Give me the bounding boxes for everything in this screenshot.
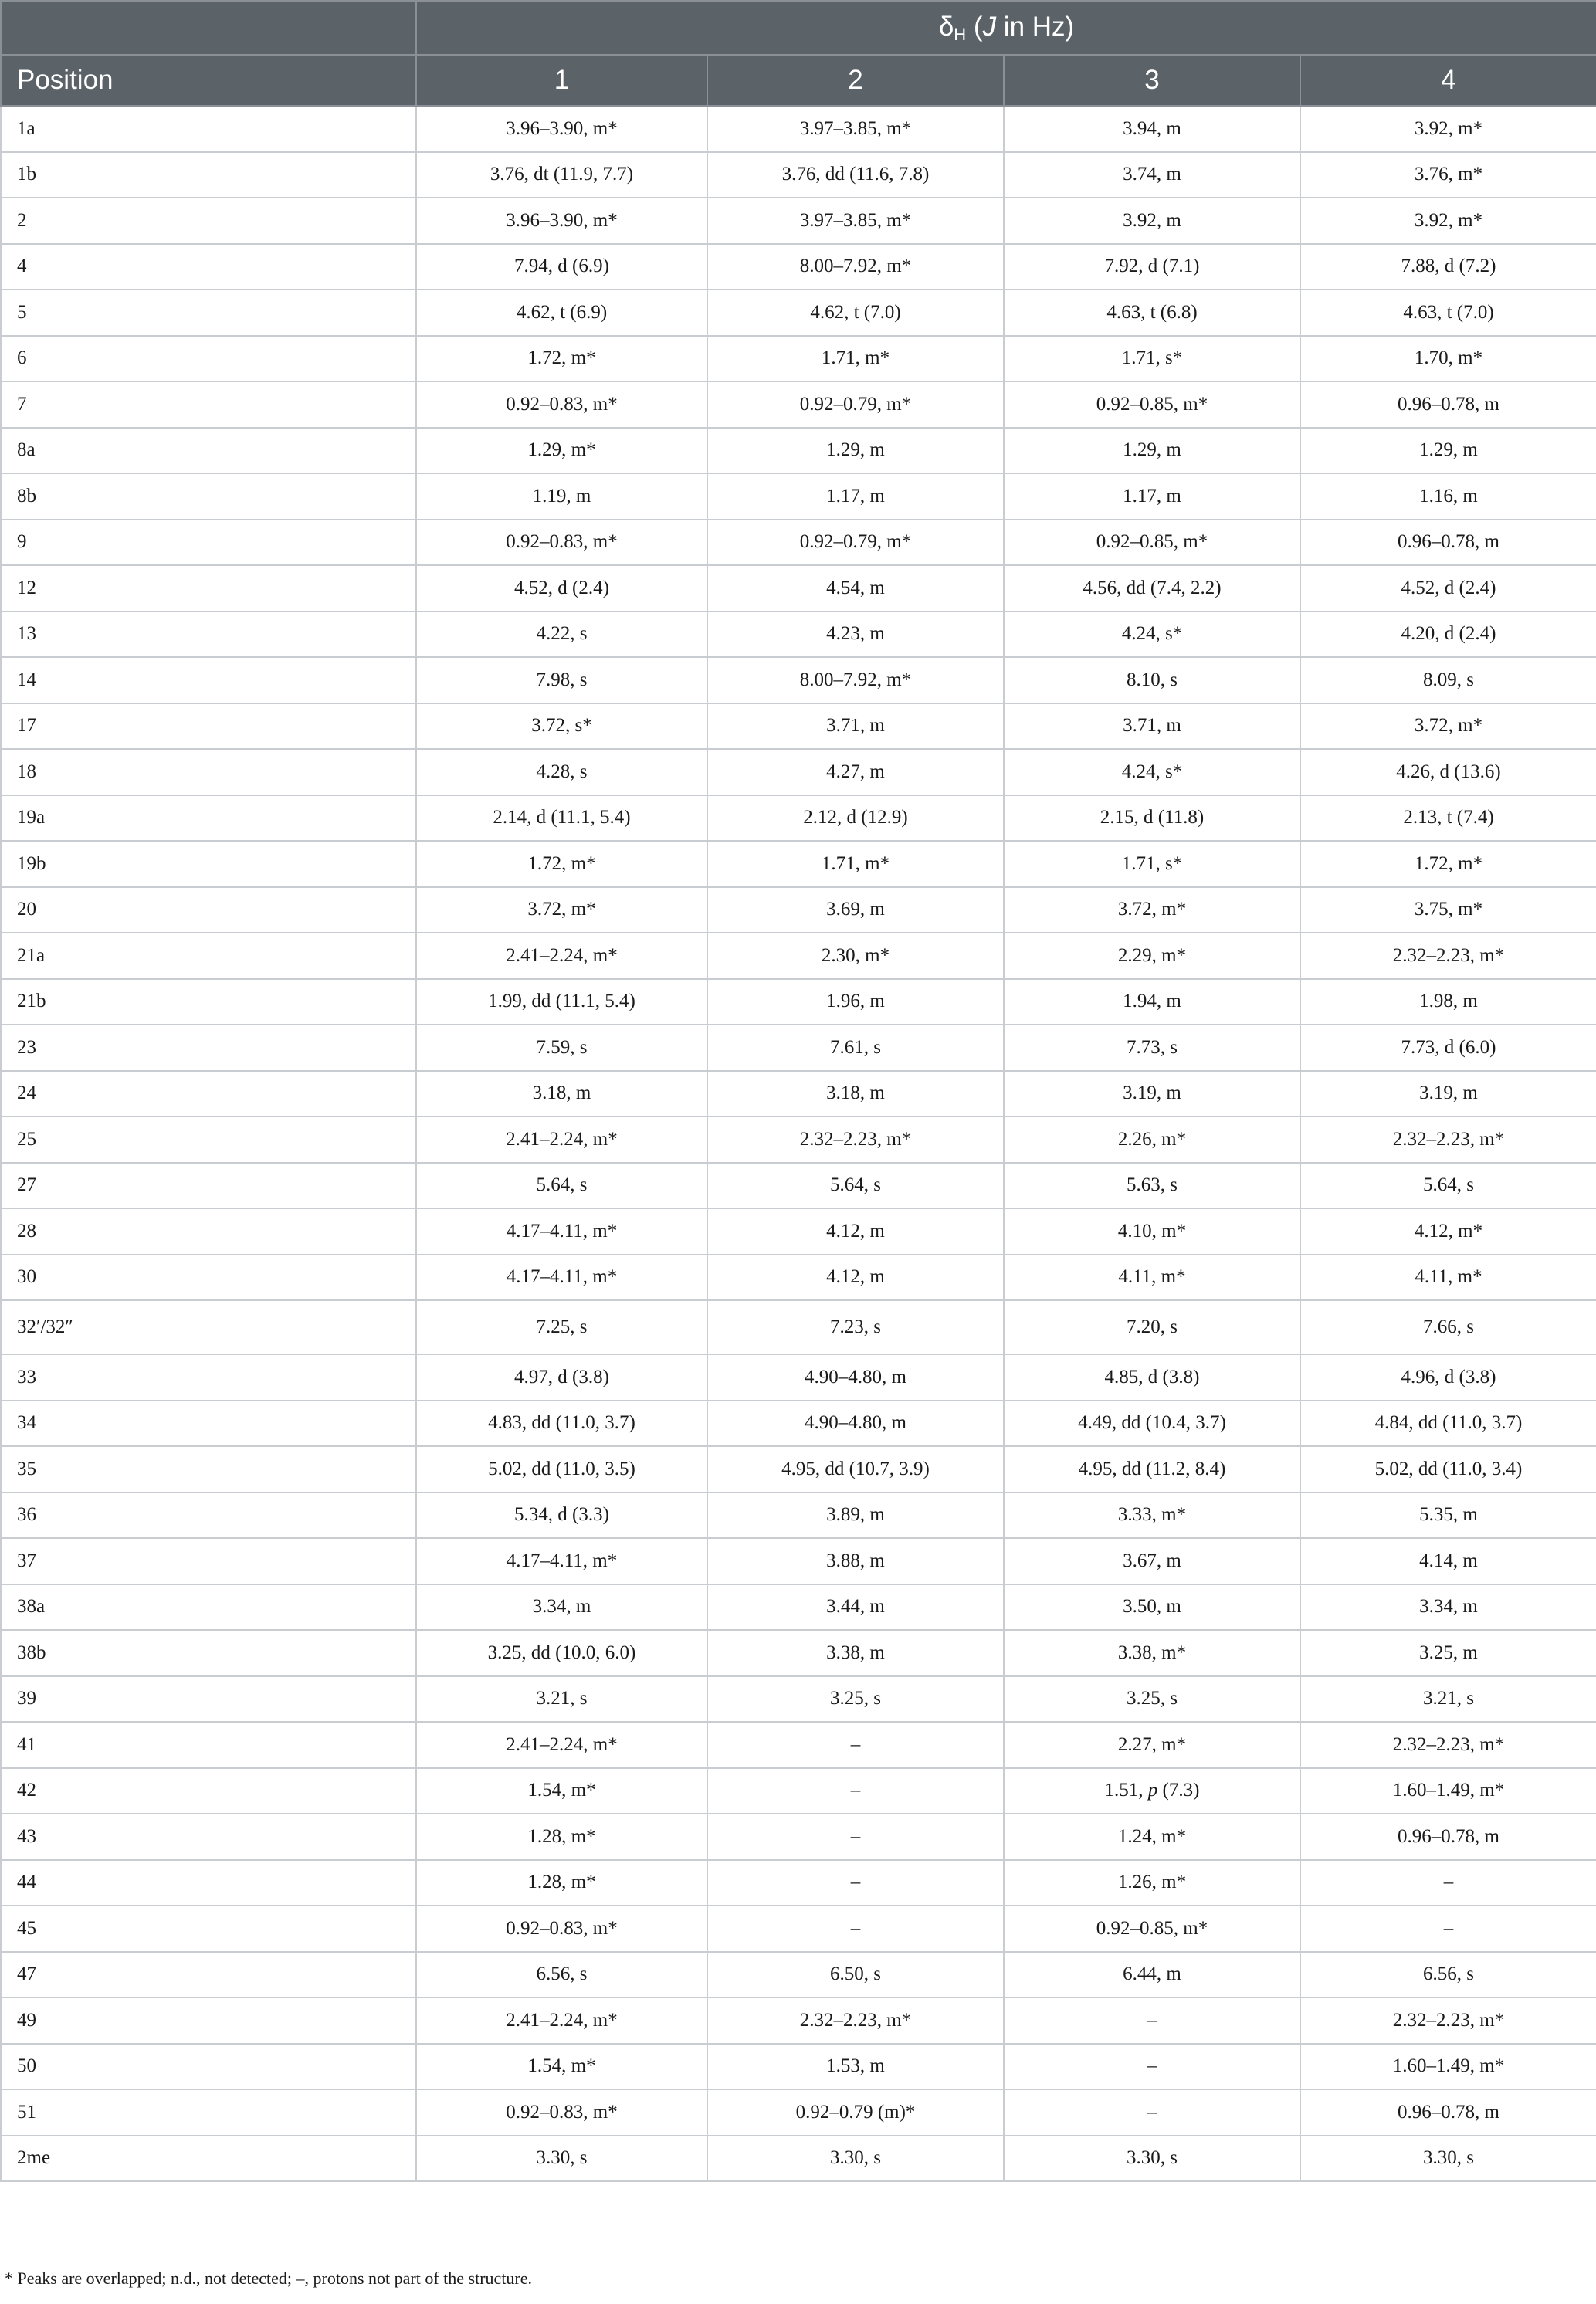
shift-cell: 7.98, s	[416, 657, 707, 703]
position-cell: 43	[1, 1814, 416, 1860]
position-cell: 51	[1, 2089, 416, 2136]
position-cell: 38b	[1, 1630, 416, 1676]
position-cell: 36	[1, 1493, 416, 1539]
shift-cell: 6.56, s	[416, 1952, 707, 1998]
position-cell: 1b	[1, 152, 416, 198]
shift-cell: 1.99, dd (11.1, 5.4)	[416, 979, 707, 1025]
shift-cell: 7.73, s	[1004, 1025, 1300, 1071]
shift-cell: 7.25, s	[416, 1300, 707, 1354]
shift-cell: –	[1300, 1860, 1596, 1906]
shift-cell: –	[707, 1860, 1004, 1906]
shift-cell: 4.26, d (13.6)	[1300, 749, 1596, 795]
shift-cell: 4.27, m	[707, 749, 1004, 795]
table-row	[1, 2044, 1596, 2090]
table-row	[1, 841, 1596, 887]
shift-cell: 3.88, m	[707, 1538, 1004, 1584]
compound-header: 4	[1300, 55, 1596, 106]
position-cell: 47	[1, 1952, 416, 1998]
position-cell: 37	[1, 1538, 416, 1584]
shift-cell: 6.56, s	[1300, 1952, 1596, 1998]
shift-cell: 3.72, m*	[1300, 703, 1596, 750]
shift-cell: 4.56, dd (7.4, 2.2)	[1004, 565, 1300, 612]
position-cell: 19a	[1, 795, 416, 842]
position-cell: 21a	[1, 933, 416, 979]
table-row	[1, 1676, 1596, 1723]
shift-cell: –	[707, 1906, 1004, 1952]
table-row	[1, 1071, 1596, 1117]
position-cell: 34	[1, 1401, 416, 1447]
shift-cell: 1.29, m	[1300, 428, 1596, 474]
shift-cell: 3.50, m	[1004, 1584, 1300, 1631]
table-body	[1, 106, 1596, 2181]
shift-cell: 4.24, s*	[1004, 749, 1300, 795]
shift-cell: 1.17, m	[707, 473, 1004, 520]
shift-cell: 2.32–2.23, m*	[1300, 933, 1596, 979]
position-cell: 21b	[1, 979, 416, 1025]
position-cell: 8a	[1, 428, 416, 474]
shift-cell: 4.11, m*	[1004, 1255, 1300, 1301]
table-row	[1, 1906, 1596, 1952]
shift-cell: 2.32–2.23, m*	[1300, 1997, 1596, 2044]
table-row	[1, 473, 1596, 520]
shift-cell: 0.96–0.78, m	[1300, 381, 1596, 428]
shift-cell: 3.21, s	[1300, 1676, 1596, 1723]
shift-cell: 4.62, t (7.0)	[707, 290, 1004, 336]
delta-subscript: H	[954, 24, 967, 44]
table-row	[1, 612, 1596, 658]
table-row	[1, 1997, 1596, 2044]
position-cell: 19b	[1, 841, 416, 887]
shift-cell: 0.92–0.83, m*	[416, 520, 707, 566]
shift-cell: 1.29, m	[1004, 428, 1300, 474]
shift-cell: 0.96–0.78, m	[1300, 1814, 1596, 1860]
shift-cell: 4.12, m	[707, 1255, 1004, 1301]
delta-symbol: δ	[938, 11, 954, 42]
shift-cell: 5.34, d (3.3)	[416, 1493, 707, 1539]
shift-cell: 3.33, m*	[1004, 1493, 1300, 1539]
shift-cell: 1.28, m*	[416, 1860, 707, 1906]
table-row	[1, 2089, 1596, 2136]
shift-cell: 1.29, m*	[416, 428, 707, 474]
compound-header: 3	[1004, 55, 1300, 106]
position-cell: 28	[1, 1208, 416, 1255]
shift-cell: 2.27, m*	[1004, 1722, 1300, 1768]
shift-cell: 2.41–2.24, m*	[416, 1116, 707, 1163]
shift-cell: 3.74, m	[1004, 152, 1300, 198]
position-cell: 39	[1, 1676, 416, 1723]
shift-cell: 0.92–0.79, m*	[707, 520, 1004, 566]
shift-cell: 3.18, m	[707, 1071, 1004, 1117]
position-cell: 2	[1, 198, 416, 244]
shift-cell: 4.54, m	[707, 565, 1004, 612]
shift-cell: 3.72, m*	[1004, 887, 1300, 933]
shift-cell: 4.90–4.80, m	[707, 1401, 1004, 1447]
compound-header: 1	[416, 55, 707, 106]
table-row	[1, 565, 1596, 612]
shift-cell: 4.28, s	[416, 749, 707, 795]
shift-cell: 0.96–0.78, m	[1300, 2089, 1596, 2136]
shift-cell: 4.52, d (2.4)	[1300, 565, 1596, 612]
shift-cell: 2.12, d (12.9)	[707, 795, 1004, 842]
shift-cell: 4.24, s*	[1004, 612, 1300, 658]
shift-cell: 1.19, m	[416, 473, 707, 520]
table-row	[1, 1163, 1596, 1209]
shift-cell: 3.96–3.90, m*	[416, 106, 707, 152]
shift-cell: 3.21, s	[416, 1676, 707, 1723]
table-row	[1, 1584, 1596, 1631]
shift-cell: 3.71, m	[1004, 703, 1300, 750]
shift-cell: 2.32–2.23, m*	[1300, 1722, 1596, 1768]
shift-cell: 3.97–3.85, m*	[707, 106, 1004, 152]
shift-cell: 2.41–2.24, m*	[416, 1997, 707, 2044]
position-cell: 13	[1, 612, 416, 658]
shift-cell: 1.53, m	[707, 2044, 1004, 2090]
shift-cell: 5.63, s	[1004, 1163, 1300, 1209]
shift-cell: 4.63, t (6.8)	[1004, 290, 1300, 336]
table-row	[1, 1300, 1596, 1354]
shift-cell: –	[1004, 2044, 1300, 2090]
shift-cell: 1.94, m	[1004, 979, 1300, 1025]
shift-cell: –	[1300, 1906, 1596, 1952]
shift-cell: 1.70, m*	[1300, 336, 1596, 382]
shift-cell: 4.17–4.11, m*	[416, 1538, 707, 1584]
shift-cell: 5.02, dd (11.0, 3.5)	[416, 1446, 707, 1493]
shift-cell: 3.75, m*	[1300, 887, 1596, 933]
shift-cell: 3.34, m	[1300, 1584, 1596, 1631]
shift-cell: –	[707, 1768, 1004, 1814]
position-cell: 25	[1, 1116, 416, 1163]
position-cell: 1a	[1, 106, 416, 152]
shift-cell: 2.32–2.23, m*	[707, 1997, 1004, 2044]
shift-cell: 0.92–0.85, m*	[1004, 1906, 1300, 1952]
shift-cell: 1.16, m	[1300, 473, 1596, 520]
position-cell: 6	[1, 336, 416, 382]
table-row	[1, 381, 1596, 428]
shift-cell: 0.96–0.78, m	[1300, 520, 1596, 566]
position-cell: 33	[1, 1354, 416, 1401]
shift-cell: 4.14, m	[1300, 1538, 1596, 1584]
position-cell: 9	[1, 520, 416, 566]
shift-cell: 8.10, s	[1004, 657, 1300, 703]
shift-cell: 4.52, d (2.4)	[416, 565, 707, 612]
shift-cell: 4.84, dd (11.0, 3.7)	[1300, 1401, 1596, 1447]
table-row	[1, 1025, 1596, 1071]
header-corner-cell	[1, 1, 416, 55]
shift-cell: 3.30, s	[707, 2136, 1004, 2182]
shift-cell: 3.30, s	[416, 2136, 707, 2182]
shift-cell: 4.97, d (3.8)	[416, 1354, 707, 1401]
shift-cell: 4.10, m*	[1004, 1208, 1300, 1255]
shift-cell: 1.71, s*	[1004, 841, 1300, 887]
shift-cell: 2.32–2.23, m*	[1300, 1116, 1596, 1163]
shift-cell: 1.71, m*	[707, 336, 1004, 382]
shift-cell: 3.94, m	[1004, 106, 1300, 152]
shift-cell: 1.28, m*	[416, 1814, 707, 1860]
shift-cell: 4.95, dd (10.7, 3.9)	[707, 1446, 1004, 1493]
shift-cell: 4.62, t (6.9)	[416, 290, 707, 336]
position-cell: 35	[1, 1446, 416, 1493]
table-row	[1, 887, 1596, 933]
shift-cell: 3.38, m	[707, 1630, 1004, 1676]
shift-cell: 7.88, d (7.2)	[1300, 244, 1596, 290]
shift-cell: 3.25, dd (10.0, 6.0)	[416, 1630, 707, 1676]
position-cell: 23	[1, 1025, 416, 1071]
shift-cell: 3.18, m	[416, 1071, 707, 1117]
shift-cell: 4.83, dd (11.0, 3.7)	[416, 1401, 707, 1447]
shift-cell: 3.25, s	[707, 1676, 1004, 1723]
position-cell: 18	[1, 749, 416, 795]
shift-cell: 4.17–4.11, m*	[416, 1255, 707, 1301]
table-row	[1, 1768, 1596, 1814]
table-row	[1, 1401, 1596, 1447]
position-cell: 44	[1, 1860, 416, 1906]
table-row	[1, 520, 1596, 566]
shift-cell: 0.92–0.85, m*	[1004, 381, 1300, 428]
table-row	[1, 428, 1596, 474]
shift-cell: 7.66, s	[1300, 1300, 1596, 1354]
shift-cell: 1.17, m	[1004, 473, 1300, 520]
table-row	[1, 703, 1596, 750]
shift-cell: –	[1004, 2089, 1300, 2136]
shift-cell: 1.26, m*	[1004, 1860, 1300, 1906]
table-row	[1, 795, 1596, 842]
shift-cell: 5.35, m	[1300, 1493, 1596, 1539]
shift-cell: 5.64, s	[416, 1163, 707, 1209]
shift-cell: 7.59, s	[416, 1025, 707, 1071]
shift-cell: 3.19, m	[1300, 1071, 1596, 1117]
shift-cell: 1.54, m*	[416, 2044, 707, 2090]
shift-cell: 8.00–7.92, m*	[707, 657, 1004, 703]
table-row	[1, 749, 1596, 795]
shift-cell: 0.92–0.83, m*	[416, 1906, 707, 1952]
shift-cell: 7.73, d (6.0)	[1300, 1025, 1596, 1071]
shift-cell: 4.95, dd (11.2, 8.4)	[1004, 1446, 1300, 1493]
table-row	[1, 1255, 1596, 1301]
table-row	[1, 152, 1596, 198]
shift-cell: 7.61, s	[707, 1025, 1004, 1071]
table-row	[1, 2136, 1596, 2182]
shift-cell: 3.19, m	[1004, 1071, 1300, 1117]
table-row	[1, 657, 1596, 703]
shift-cell: 0.92–0.83, m*	[416, 2089, 707, 2136]
shift-cell: 3.30, s	[1300, 2136, 1596, 2182]
position-header: Position	[1, 55, 416, 106]
chemical-shift-header: $\delta_H$ (J in Hz)	[416, 1, 1596, 55]
table-row	[1, 1722, 1596, 1768]
shift-cell: 3.72, s*	[416, 703, 707, 750]
shift-cell: 4.12, m	[707, 1208, 1004, 1255]
shift-cell: 7.23, s	[707, 1300, 1004, 1354]
table-row	[1, 979, 1596, 1025]
table-row	[1, 198, 1596, 244]
shift-cell: 1.60–1.49, m*	[1300, 1768, 1596, 1814]
shift-cell: 2.15, d (11.8)	[1004, 795, 1300, 842]
shift-cell: 3.71, m	[707, 703, 1004, 750]
table-row	[1, 1493, 1596, 1539]
shift-cell: 3.38, m*	[1004, 1630, 1300, 1676]
shift-cell: 2.14, d (11.1, 5.4)	[416, 795, 707, 842]
header-row-compounds	[1, 55, 1596, 106]
shift-cell: 5.64, s	[1300, 1163, 1596, 1209]
table-row	[1, 1354, 1596, 1401]
shift-cell: 4.12, m*	[1300, 1208, 1596, 1255]
shift-cell: 0.92–0.85, m*	[1004, 520, 1300, 566]
shift-cell: 3.92, m	[1004, 198, 1300, 244]
shift-cell: 6.44, m	[1004, 1952, 1300, 1998]
table-row	[1, 290, 1596, 336]
shift-cell: 1.98, m	[1300, 979, 1596, 1025]
position-cell: 50	[1, 2044, 416, 2090]
shift-cell: 4.49, dd (10.4, 3.7)	[1004, 1401, 1300, 1447]
table-row	[1, 1116, 1596, 1163]
shift-cell: 5.64, s	[707, 1163, 1004, 1209]
shift-cell: 1.54, m*	[416, 1768, 707, 1814]
table-row	[1, 336, 1596, 382]
position-cell: 12	[1, 565, 416, 612]
position-cell: 8b	[1, 473, 416, 520]
shift-cell: 3.72, m*	[416, 887, 707, 933]
shift-cell: 3.76, dd (11.6, 7.8)	[707, 152, 1004, 198]
position-cell: 5	[1, 290, 416, 336]
table-row	[1, 106, 1596, 152]
position-cell: 45	[1, 1906, 416, 1952]
table-row	[1, 1814, 1596, 1860]
table-row	[1, 1630, 1596, 1676]
shift-cell: 4.23, m	[707, 612, 1004, 658]
table-row	[1, 244, 1596, 290]
table-row	[1, 1952, 1596, 1998]
shift-cell: 8.09, s	[1300, 657, 1596, 703]
unit-text: in Hz)	[996, 11, 1075, 42]
shift-cell: 1.71, m*	[707, 841, 1004, 887]
shift-cell: 8.00–7.92, m*	[707, 244, 1004, 290]
shift-cell: 3.34, m	[416, 1584, 707, 1631]
shift-cell: 2.13, t (7.4)	[1300, 795, 1596, 842]
position-cell: 42	[1, 1768, 416, 1814]
shift-cell: 3.67, m	[1004, 1538, 1300, 1584]
shift-cell: 1.51, p (7.3)	[1004, 1768, 1300, 1814]
shift-cell: –	[1004, 1997, 1300, 2044]
shift-cell: 3.76, dt (11.9, 7.7)	[416, 152, 707, 198]
shift-cell: 2.26, m*	[1004, 1116, 1300, 1163]
table-footnote: * Peaks are overlapped; n.d., not detected; –, protons not part of the structure.	[5, 2268, 533, 2288]
shift-cell: 1.72, m*	[416, 841, 707, 887]
shift-cell: 2.29, m*	[1004, 933, 1300, 979]
compound-header: 2	[707, 55, 1004, 106]
shift-cell: 3.44, m	[707, 1584, 1004, 1631]
shift-cell: 7.94, d (6.9)	[416, 244, 707, 290]
position-cell: 7	[1, 381, 416, 428]
shift-cell: 3.30, s	[1004, 2136, 1300, 2182]
position-cell: 38a	[1, 1584, 416, 1631]
shift-cell: 0.92–0.79 (m)*	[707, 2089, 1004, 2136]
shift-cell: 1.29, m	[707, 428, 1004, 474]
table-row	[1, 933, 1596, 979]
shift-cell: 4.63, t (7.0)	[1300, 290, 1596, 336]
position-cell: 32′/32″	[1, 1300, 416, 1354]
shift-cell: 2.41–2.24, m*	[416, 933, 707, 979]
table-row	[1, 1446, 1596, 1493]
shift-cell: 2.41–2.24, m*	[416, 1722, 707, 1768]
shift-cell: 3.89, m	[707, 1493, 1004, 1539]
shift-cell: 0.92–0.83, m*	[416, 381, 707, 428]
shift-cell: 6.50, s	[707, 1952, 1004, 1998]
position-cell: 49	[1, 1997, 416, 2044]
shift-cell: 1.71, s*	[1004, 336, 1300, 382]
shift-cell: 1.72, m*	[416, 336, 707, 382]
shift-cell: 4.11, m*	[1300, 1255, 1596, 1301]
shift-cell: 2.32–2.23, m*	[707, 1116, 1004, 1163]
shift-cell: 1.72, m*	[1300, 841, 1596, 887]
position-cell: 14	[1, 657, 416, 703]
shift-cell: 4.90–4.80, m	[707, 1354, 1004, 1401]
position-cell: 27	[1, 1163, 416, 1209]
header-row-group	[1, 1, 1596, 55]
shift-cell: 3.96–3.90, m*	[416, 198, 707, 244]
shift-cell: 4.96, d (3.8)	[1300, 1354, 1596, 1401]
position-cell: 20	[1, 887, 416, 933]
shift-cell: 1.60–1.49, m*	[1300, 2044, 1596, 2090]
shift-cell: 4.20, d (2.4)	[1300, 612, 1596, 658]
shift-cell: 0.92–0.79, m*	[707, 381, 1004, 428]
position-cell: 4	[1, 244, 416, 290]
shift-cell: 3.92, m*	[1300, 106, 1596, 152]
position-cell: 17	[1, 703, 416, 750]
position-cell: 2me	[1, 2136, 416, 2182]
table-row	[1, 1538, 1596, 1584]
shift-cell: 5.02, dd (11.0, 3.4)	[1300, 1446, 1596, 1493]
shift-cell: –	[707, 1722, 1004, 1768]
shift-cell: 4.17–4.11, m*	[416, 1208, 707, 1255]
shift-cell: 3.25, m	[1300, 1630, 1596, 1676]
shift-cell: 4.85, d (3.8)	[1004, 1354, 1300, 1401]
position-cell: 41	[1, 1722, 416, 1768]
j-label: J	[982, 11, 997, 42]
shift-cell: 7.92, d (7.1)	[1004, 244, 1300, 290]
shift-cell: 4.22, s	[416, 612, 707, 658]
position-cell: 24	[1, 1071, 416, 1117]
shift-cell: 3.25, s	[1004, 1676, 1300, 1723]
shift-cell: 1.24, m*	[1004, 1814, 1300, 1860]
shift-cell: 3.97–3.85, m*	[707, 198, 1004, 244]
table-row	[1, 1208, 1596, 1255]
shift-cell: 3.76, m*	[1300, 152, 1596, 198]
shift-cell: 3.92, m*	[1300, 198, 1596, 244]
shift-cell: 7.20, s	[1004, 1300, 1300, 1354]
shift-cell: –	[707, 1814, 1004, 1860]
shift-cell: 2.30, m*	[707, 933, 1004, 979]
shift-cell: 3.69, m	[707, 887, 1004, 933]
position-cell: 30	[1, 1255, 416, 1301]
shift-cell: 1.96, m	[707, 979, 1004, 1025]
table-row	[1, 1860, 1596, 1906]
